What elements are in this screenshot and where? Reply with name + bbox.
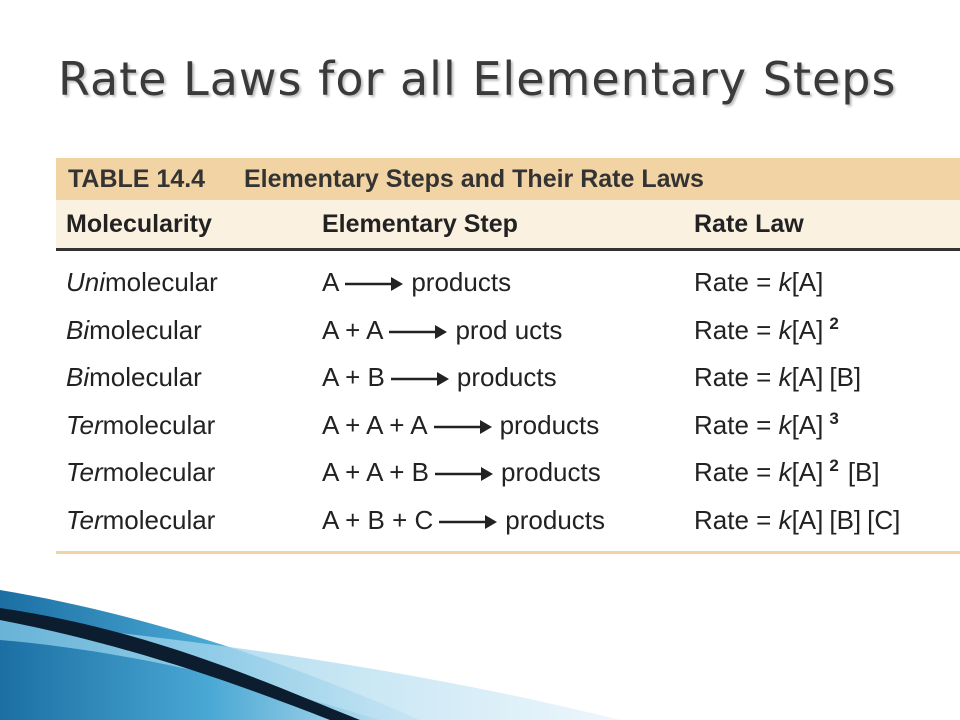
right-arrow-icon xyxy=(433,464,495,484)
table-row xyxy=(56,451,960,498)
table-title: Elementary Steps and Their Rate Laws xyxy=(244,165,704,193)
rate-law-cell xyxy=(694,410,842,441)
rate-constant: k xyxy=(778,267,792,297)
rate-prefix: Rate = xyxy=(694,314,779,345)
table-row xyxy=(56,404,960,451)
concentration-term: [B] xyxy=(829,504,862,535)
elementary-step-cell xyxy=(322,315,562,346)
table-caption-bar xyxy=(56,158,960,200)
exponent: 2 xyxy=(829,313,839,333)
molecularity-suffix: molecular xyxy=(105,267,218,297)
rate-constant: k xyxy=(778,409,792,440)
step-reactants: A + B + C xyxy=(322,504,434,535)
rate-constant: k xyxy=(778,457,792,487)
rate-constant: k xyxy=(778,314,792,345)
right-arrow-icon xyxy=(437,512,499,532)
step-products: products xyxy=(505,504,606,535)
column-header-elementary-step: Elementary Step xyxy=(322,210,518,238)
concentration-term: [B] xyxy=(829,362,862,392)
step-reactants: A + A + A xyxy=(322,409,428,440)
molecularity-cell xyxy=(66,410,215,441)
rate-law-table xyxy=(56,158,960,558)
right-arrow-icon xyxy=(432,417,494,437)
molecularity-suffix: molecular xyxy=(89,362,202,392)
right-arrow-icon xyxy=(387,322,449,342)
step-products: products xyxy=(411,267,512,297)
step-products: products xyxy=(456,362,557,392)
concentration-term: [C] xyxy=(867,504,901,535)
column-header-rate-law: Rate Law xyxy=(694,210,804,238)
step-products: products xyxy=(499,409,600,440)
table-row xyxy=(56,261,960,308)
molecularity-suffix: molecular xyxy=(102,457,216,487)
concentration-term: [A] xyxy=(791,314,824,345)
rate-prefix: Rate = xyxy=(694,362,779,392)
elementary-step-cell xyxy=(322,505,605,536)
table-row xyxy=(56,309,960,356)
rate-prefix: Rate = xyxy=(694,457,779,487)
molecularity-cell xyxy=(66,315,202,346)
concentration-term: [B] xyxy=(847,457,880,487)
molecularity-prefix: Ter xyxy=(66,409,103,440)
step-reactants: A + B xyxy=(322,362,385,392)
step-reactants: A xyxy=(322,267,340,297)
slide-title: Rate Laws for all Elementary Steps xyxy=(58,52,897,106)
molecularity-cell xyxy=(66,362,202,393)
elementary-step-cell xyxy=(322,267,511,298)
step-products: prod ucts xyxy=(455,314,563,345)
rate-constant: k xyxy=(778,362,792,392)
molecularity-cell xyxy=(66,457,215,488)
rate-law-cell xyxy=(694,505,900,536)
molecularity-prefix: Ter xyxy=(66,504,103,535)
concentration-term: [A] xyxy=(791,362,824,392)
table-row xyxy=(56,356,960,403)
rate-law-cell xyxy=(694,457,880,488)
molecularity-cell xyxy=(66,505,215,536)
molecularity-cell xyxy=(66,267,218,298)
molecularity-prefix: Bi xyxy=(66,314,90,345)
table-header-row xyxy=(56,200,960,251)
step-products: products xyxy=(500,457,601,487)
column-header-molecularity: Molecularity xyxy=(66,210,212,238)
step-reactants: A + A xyxy=(322,314,384,345)
right-arrow-icon xyxy=(343,274,405,294)
molecularity-prefix: Bi xyxy=(66,362,90,392)
elementary-step-cell xyxy=(322,410,599,441)
elementary-step-cell xyxy=(322,362,557,393)
molecularity-suffix: molecular xyxy=(102,504,216,535)
elementary-step-cell xyxy=(322,457,601,488)
right-arrow-icon xyxy=(389,369,451,389)
table-label: TABLE 14.4 xyxy=(68,165,206,193)
table-body xyxy=(56,251,960,551)
concentration-term: [A] xyxy=(791,267,824,297)
molecularity-suffix: molecular xyxy=(102,409,216,440)
rate-prefix: Rate = xyxy=(694,504,779,535)
molecularity-suffix: molecular xyxy=(89,314,202,345)
rate-prefix: Rate = xyxy=(694,409,779,440)
exponent: 3 xyxy=(829,408,839,428)
molecularity-prefix: Ter xyxy=(66,457,103,487)
rate-law-cell xyxy=(694,362,861,393)
step-reactants: A + A + B xyxy=(322,457,429,487)
table-row xyxy=(56,499,960,546)
concentration-term: [A] xyxy=(791,409,824,440)
rate-law-cell xyxy=(694,267,823,298)
molecularity-prefix: Uni xyxy=(66,267,106,297)
rate-law-cell xyxy=(694,315,842,346)
exponent: 2 xyxy=(829,456,839,475)
concentration-term: [A] xyxy=(791,504,824,535)
table-bottom-rule xyxy=(56,551,960,554)
rate-constant: k xyxy=(778,504,792,535)
concentration-term: [A] xyxy=(791,457,824,487)
rate-prefix: Rate = xyxy=(694,267,779,297)
blue-wave-decoration xyxy=(0,590,960,720)
